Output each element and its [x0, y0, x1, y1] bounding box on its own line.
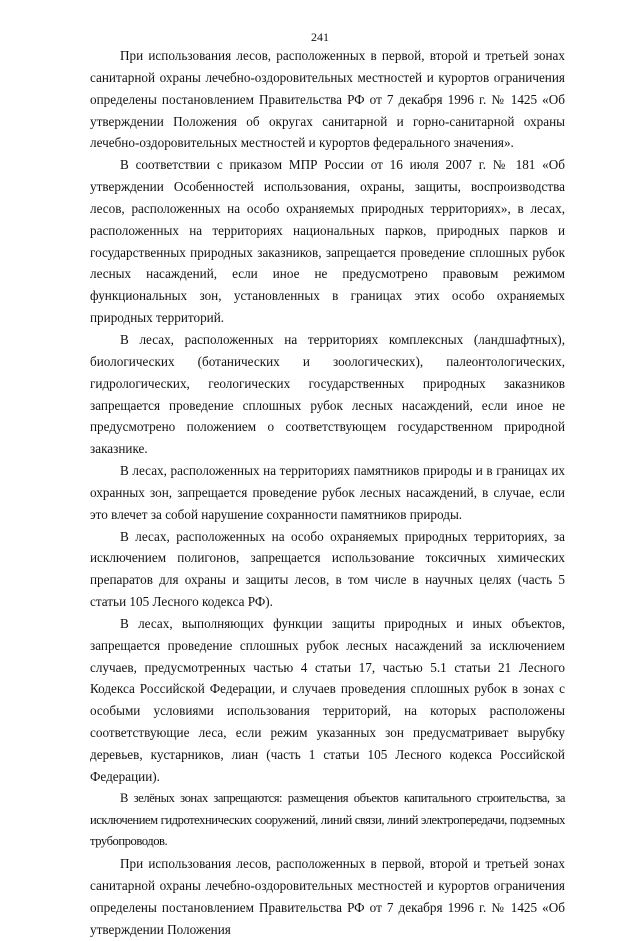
paragraph-sanitary-zones: При использования лесов, расположенных в первой, второй и третьей зонах санитарной охраны лечебно-оздоровительных местностей и курортов ограничения определены постановлением Правительства РФ от 7 декабря 1996 г. № 1425 «Об утверждении Положения об округах санитарной и горно-санитарной охраны лечебно-оздоровительных местностей и курортов федерального значения». [90, 48, 565, 151]
paragraph-sanitary-zones-repeat: При использования лесов, расположенных в первой, второй и третьей зонах санитарной охраны лечебно-оздоровительных местностей и курортов ограничения определены постановлением Правительства РФ от 7 декабря 1996 г. № 1425 «Об утверждении Положения [90, 856, 565, 937]
paragraph-toxic-chemicals: В лесах, расположенных на особо охраняемых природных территориях, за исключением полигонов, запрещается использование токсичных химических препаратов для охраны и защиты лесов, в том числе в научных целях (часть 5 статьи 105 Лесного кодекса РФ). [90, 528, 565, 610]
paragraph-nature-reserves: В лесах, расположенных на территориях комплексных (ландшафтных), биологических (ботанических и зоологических), палеонтологических, гидрологических, геологических государственных природных заказников запрещается проведение сплошных рубок лесных насаждений, если иное не предусмотрено положением о соответствующем государственном природной заказнике. [90, 331, 565, 457]
paragraph-natural-monuments: В лесах, расположенных на территориях памятников природы и в границах их охранных зон, запрещается проведение рубок лесных насаждений, в случае, если это влечет за собой нарушение сохранности памятников природы. [90, 463, 565, 522]
page-number: 241 [311, 30, 329, 44]
paragraph-green-zones: В зелёных зонах запрещаются: размещения объектов капитального строительства, за исключением гидротехнических сооружений, линий связи, линий электропередачи, подземных трубопроводов. [90, 790, 565, 849]
paragraph-protective-forests: В лесах, выполняющих функции защиты природных и иных объектов, запрещается проведение сплошных рубок лесных насаждений за исключением случаев, предусмотренных частью 4 статьи 17, частью 5.1 статьи 21 Лесного Кодекса Российской Федерации, и случаев проведения сплошных рубок в зонах с особыми условиями использования территорий, на которых расположены соответствующие леса, если режим указанных зон предусматривает вырубку деревьев, кустарников, лиан (часть 1 статьи 105 Лесного кодекса Российской Федерации). [90, 615, 565, 784]
page-body [90, 45, 565, 941]
paragraph-mpr-order: В соответствии с приказом МПР России от 16 июля 2007 г. № 181 «Об утверждении Особенностей использования, охраны, защиты, воспроизводства лесов, расположенных на особо охраняемых природных территориях», в лесах, расположенных на территориях национальных парков, природных парков и государственных природных заказников, запрещается проведение сплошных рубок лесных насаждений, если иное не предусмотрено правовым режимом функциональных зон, установленных в границах этих особо охраняемых природных территорий. [90, 157, 565, 326]
